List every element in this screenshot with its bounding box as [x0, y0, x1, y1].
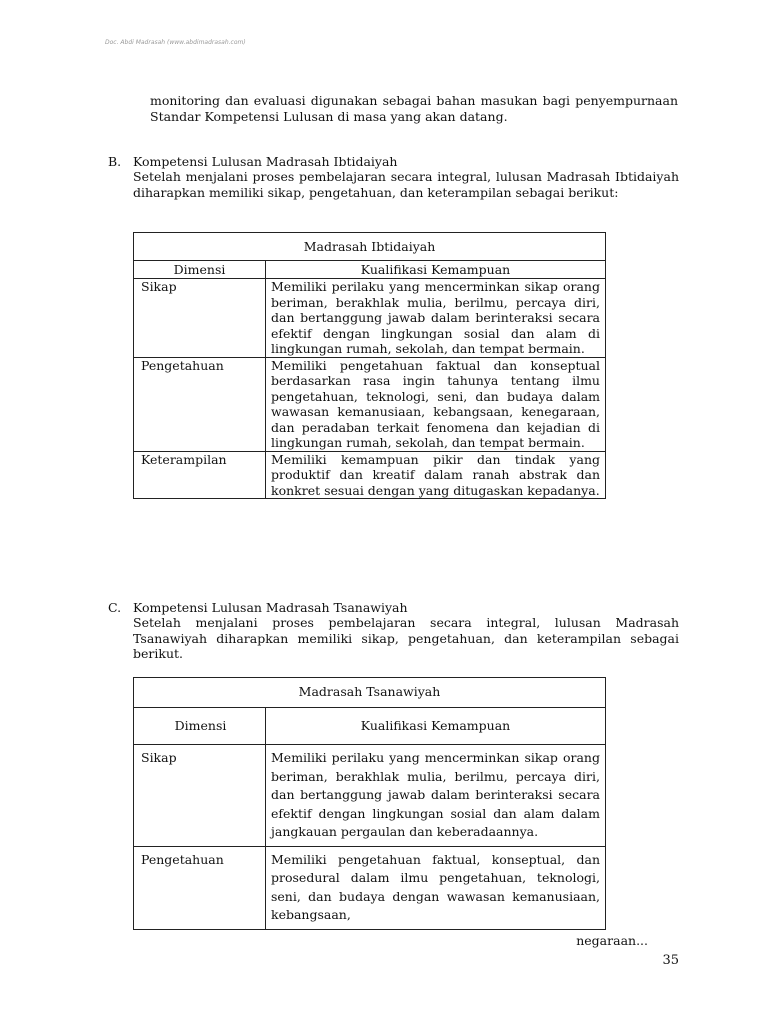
dimensi-cell: Pengetahuan — [134, 846, 266, 929]
table-row — [134, 451, 606, 499]
dimensi-cell: Keterampilan — [134, 451, 266, 499]
table-title: Madrasah Ibtidaiyah — [134, 233, 606, 261]
table-row — [134, 846, 606, 929]
kualifikasi-cell: Memiliki perilaku yang mencerminkan sikap orang beriman, berakhlak mulia, berilmu, percaya diri, dan bertanggung jawab dalam berinteraksi secara efektif dengan lingkungan sosial dan alam di lingkungan rumah, sekolah, dan tempat bermain. — [266, 279, 606, 358]
page-number: 35 — [662, 953, 679, 968]
kualifikasi-cell: Memiliki kemampuan pikir dan tindak yang produktif dan kreatif dalam ranah abstrak dan konkret sesuai dengan yang ditugaskan kepadanya. — [266, 451, 606, 499]
table-madrasah-tsanawiyah — [133, 677, 606, 930]
table-madrasah-ibtidaiyah — [133, 232, 606, 499]
section-b-title: Kompetensi Lulusan Madrasah Ibtidaiyah — [133, 154, 398, 169]
dimensi-cell: Sikap — [134, 745, 266, 847]
kualifikasi-cell: Memiliki pengetahuan faktual dan konseptual berdasarkan rasa ingin tahunya tentang ilmu pengetahuan, teknologi, seni, dan budaya dalam wawasan kemanusiaan, kebangsaan, kenegaraan, dan peradaban terkait fenomena dan kejadian di lingkungan rumah, sekolah, dan tempat bermain. — [266, 357, 606, 451]
column-header-kualifikasi: Kualifikasi Kemampuan — [266, 261, 606, 279]
section-b-body: Setelah menjalani proses pembelajaran secara integral, lulusan Madrasah Ibtidaiyah diharapkan memiliki sikap, pengetahuan, dan keterampilan sebagai berikut: — [133, 169, 679, 200]
column-header-dimensi: Dimensi — [134, 708, 266, 745]
column-header-kualifikasi: Kualifikasi Kemampuan — [266, 708, 606, 745]
dimensi-cell: Pengetahuan — [134, 357, 266, 451]
column-header-dimensi: Dimensi — [134, 261, 266, 279]
dimensi-cell: Sikap — [134, 279, 266, 358]
section-b-letter: B. — [108, 154, 122, 169]
section-c-letter: C. — [108, 600, 122, 615]
table-row — [134, 745, 606, 847]
continued-text: negaraan... — [576, 933, 648, 948]
intro-paragraph: monitoring dan evaluasi digunakan sebagai bahan masukan bagi penyempurnaan Standar Kompetensi Lulusan di masa yang akan datang. — [150, 93, 678, 124]
table-title: Madrasah Tsanawiyah — [134, 678, 606, 708]
table-row — [134, 357, 606, 451]
section-c-title: Kompetensi Lulusan Madrasah Tsanawiyah — [133, 600, 408, 615]
kualifikasi-cell: Memiliki perilaku yang mencerminkan sikap orang beriman, berakhlak mulia, berilmu, percaya diri, dan bertanggung jawab dalam berinteraksi secara efektif dengan lingkungan sosial dan alam dalam jangkauan pergaulan dan keberadaannya. — [266, 745, 606, 847]
section-c-body: Setelah menjalani proses pembelajaran secara integral, lulusan Madrasah Tsanawiyah diharapkan memiliki sikap, pengetahuan, dan keterampilan sebagai berikut. — [133, 615, 679, 661]
kualifikasi-cell: Memiliki pengetahuan faktual, konseptual, dan prosedural dalam ilmu pengetahuan, teknologi, seni, dan budaya dengan wawasan kemanusiaan, kebangsaan, — [266, 846, 606, 929]
header-note: Doc. Abdi Madrasah (www.abdimadrasah.com) — [105, 39, 246, 46]
table-row — [134, 279, 606, 358]
